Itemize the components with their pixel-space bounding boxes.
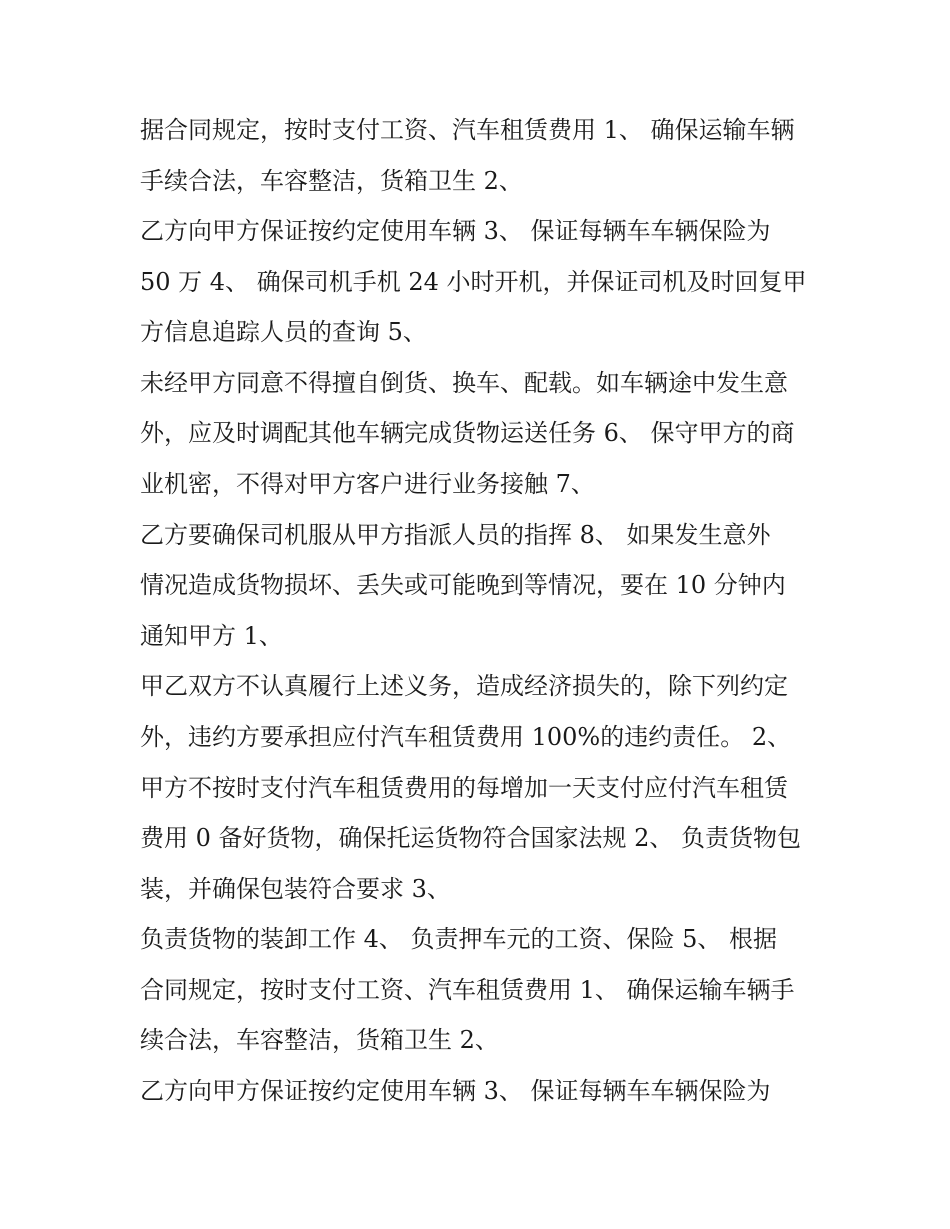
- text-line: 续合法，车容整洁，货箱卫生 2、: [140, 1026, 499, 1054]
- text-line: 甲乙双方不认真履行上述义务，造成经济损失的，除下列约定: [140, 672, 788, 700]
- text-line: 手续合法，车容整洁，货箱卫生 2、: [140, 167, 523, 195]
- text-line: 装，并确保包装符合要求 3、: [140, 875, 451, 903]
- text-line: 外，违约方要承担应付汽车租赁费用 100%的违约责任。 2、: [140, 723, 792, 751]
- text-line: 甲方不按时支付汽车租赁费用的每增加一天支付应付汽车租赁: [140, 774, 788, 802]
- text-line: 乙方向甲方保证按约定使用车辆 3、 保证每辆车车辆保险为: [140, 1077, 771, 1105]
- text-line: 未经甲方同意不得擅自倒货、换车、配载。如车辆途中发生意: [140, 369, 788, 397]
- text-line: 业机密，不得对甲方客户进行业务接触 7、: [140, 470, 595, 498]
- text-line: 据合同规定，按时支付工资、汽车租赁费用 1、 确保运输车辆: [140, 116, 795, 144]
- text-line: 情况造成货物损坏、丢失或可能晚到等情况，要在 10 分钟内: [140, 571, 786, 599]
- text-line: 50 万 4、 确保司机手机 24 小时开机，并保证司机及时回复甲: [140, 268, 807, 296]
- text-line: 通知甲方 1、: [140, 622, 283, 650]
- text-line: 乙方要确保司机服从甲方指派人员的指挥 8、 如果发生意外: [140, 521, 771, 549]
- text-line: 方信息追踪人员的查询 5、: [140, 318, 427, 346]
- text-line: 费用 0 备好货物，确保托运货物符合国家法规 2、 负责货物包: [140, 824, 802, 852]
- text-line: 负责货物的装卸工作 4、 负责押车元的工资、保险 5、 根据: [140, 925, 778, 953]
- text-line: 合同规定，按时支付工资、汽车租赁费用 1、 确保运输车辆手: [140, 976, 795, 1004]
- text-line: 外，应及时调配其他车辆完成货物运送任务 6、 保守甲方的商: [140, 419, 795, 447]
- text-line: 乙方向甲方保证按约定使用车辆 3、 保证每辆车车辆保险为: [140, 217, 771, 245]
